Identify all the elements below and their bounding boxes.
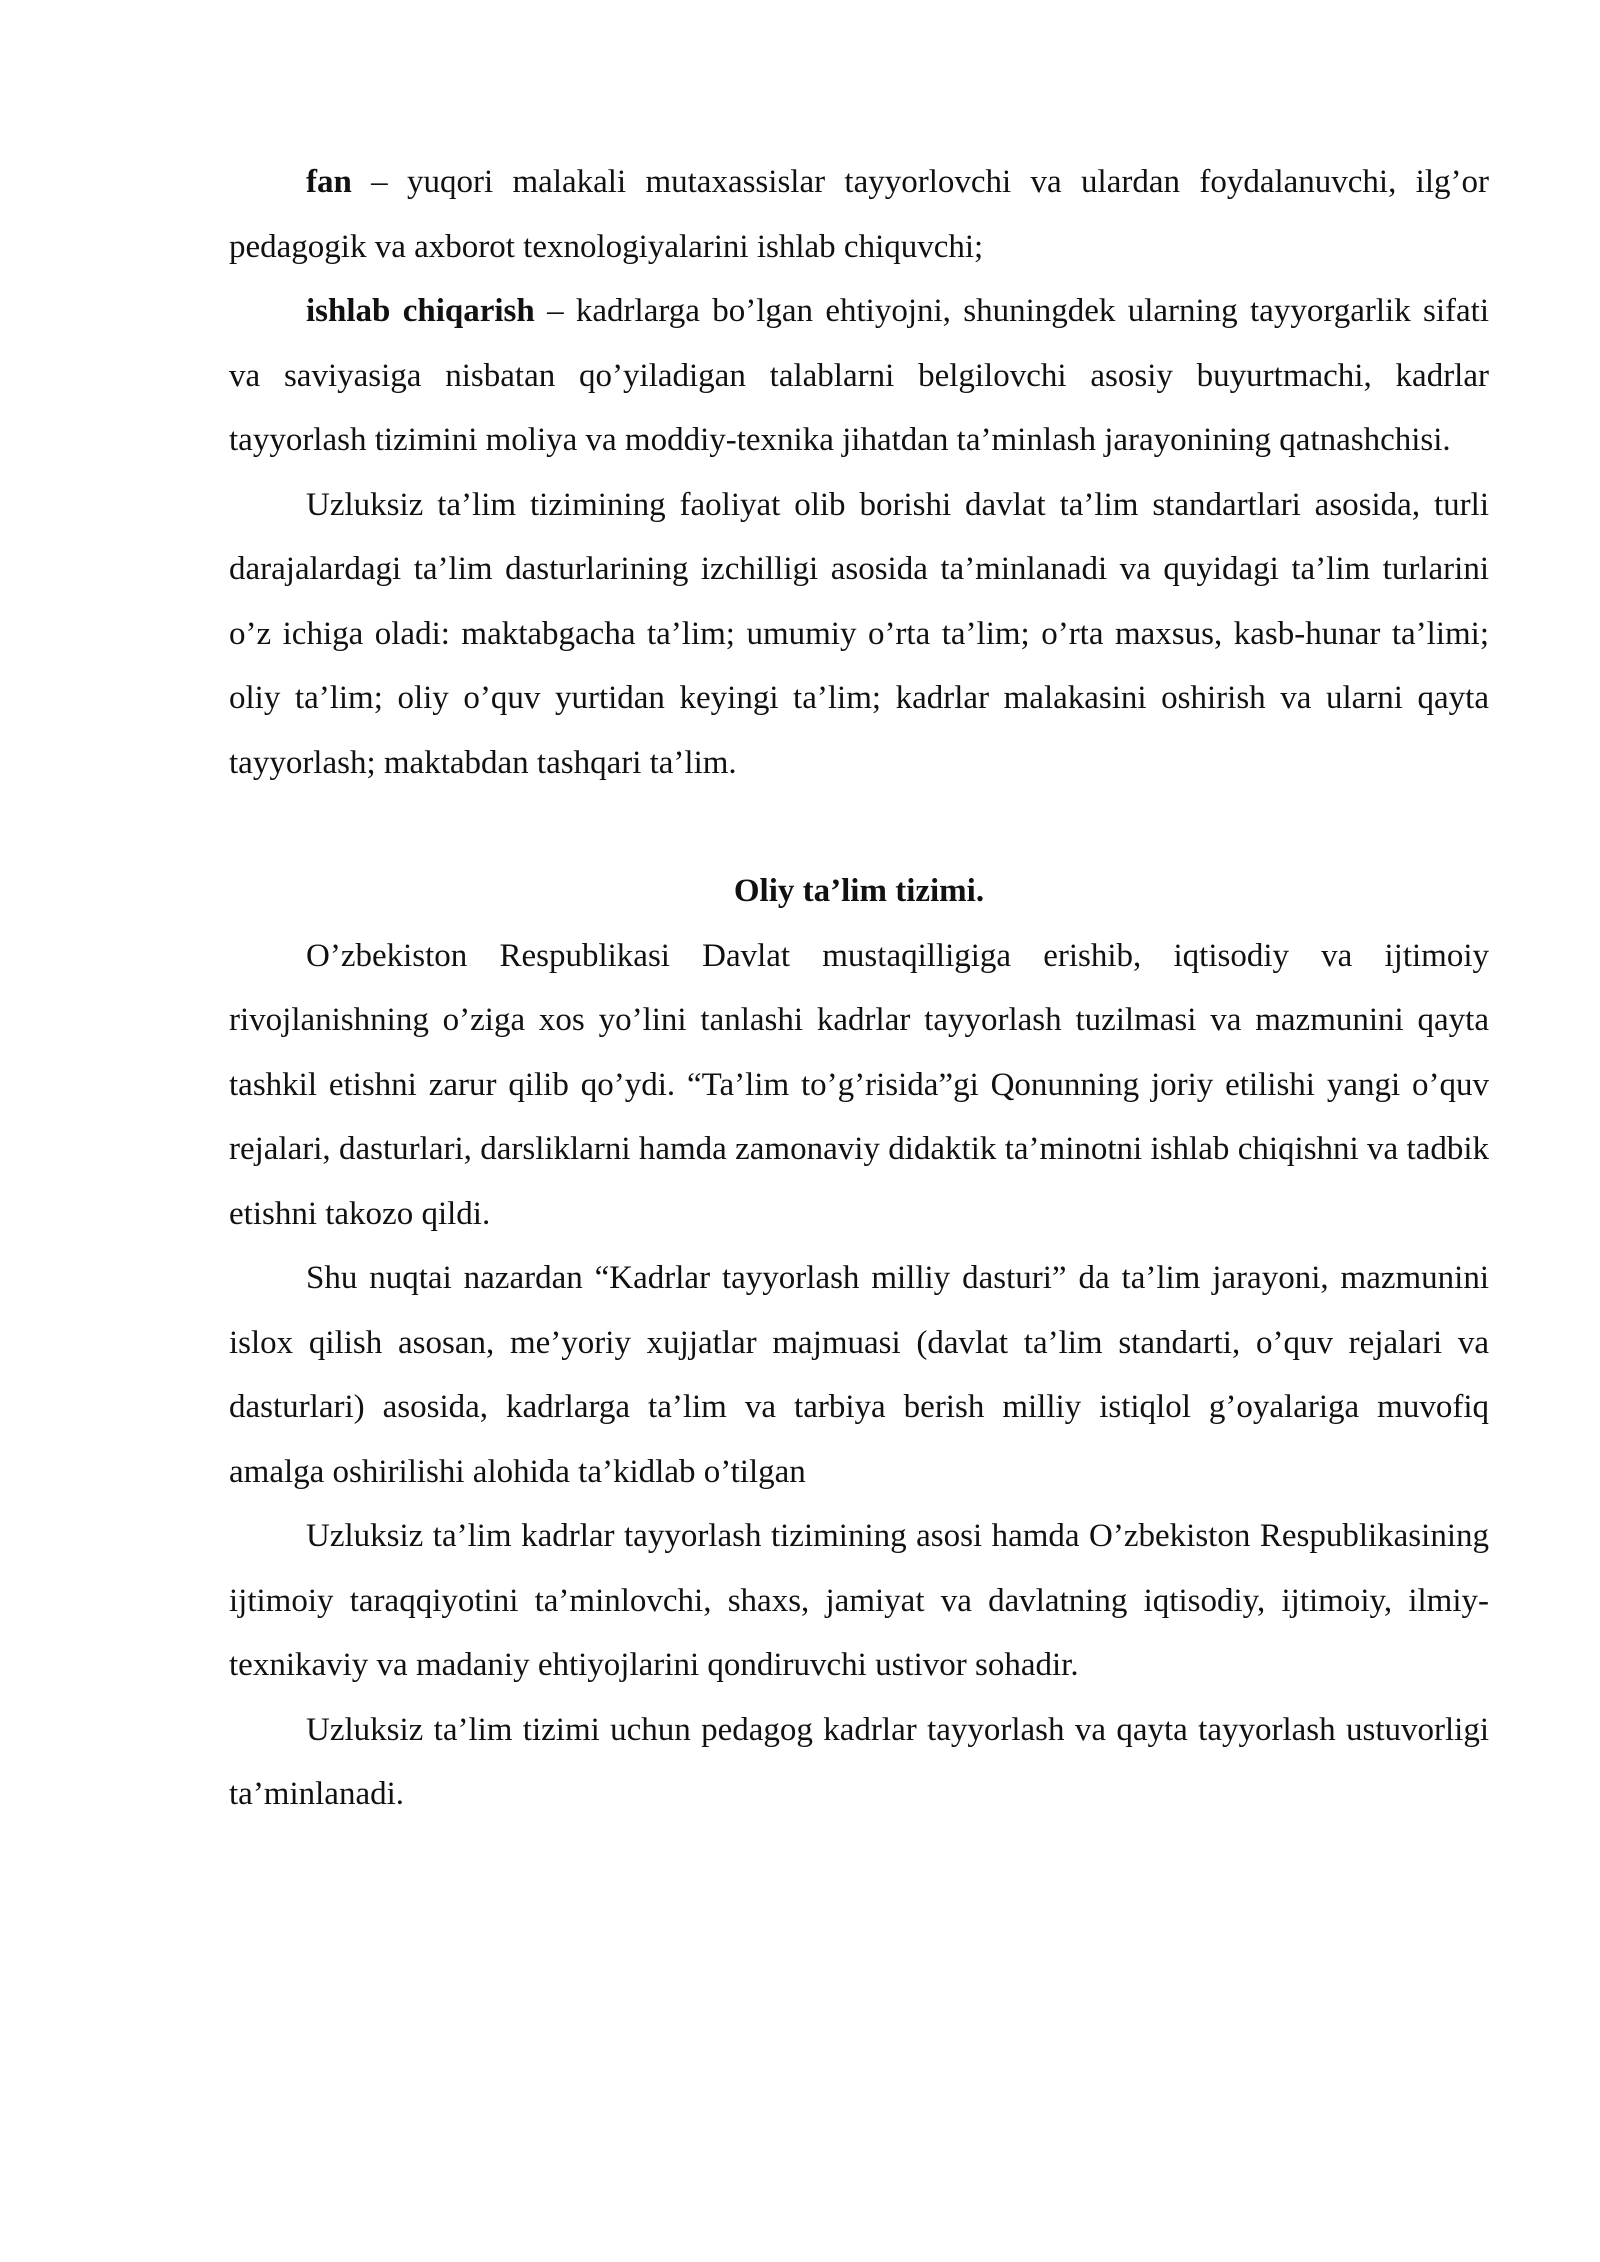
paragraph-uzluksiz-talim-turlari: Uzluksiz ta’lim tizimining faoliyat olib borishi davlat ta’lim standartlari asosida, turli darajalardagi ta’lim dasturlarining izchilligi asosida ta’minlanadi va quyidagi ta’lim turlarini o’z ichiga oladi: maktabgacha ta’lim; umumiy o’rta ta’lim; o’rta maxsus, kasb-hunar ta’limi; oliy ta’lim; oliy o’quv yurtidan keyingi ta’lim; kadrlar malakasini oshirish va ularni qayta tayyorlash; maktabdan tashqari ta’lim. <box>229 486 1489 781</box>
definition-fan: – yuqori malakali mutaxassislar tayyorlovchi va ulardan foydalanuvchi, ilg’or pedagogik va axborot texnologiyalarini ishlab chiquvchi; <box>229 164 1489 265</box>
paragraph-mustaqillik: O’zbekiston Respublikasi Davlat mustaqilligiga erishib, iqtisodiy va ijtimoiy rivojlanishning o’ziga xos yo’lini tanlashi kadrlar tayyorlash tuzilmasi va mazmunini qayta tashkil etishni zarur qilib qo’ydi. “Ta’lim to’g’risida”gi Qonunning joriy etilishi yangi o’quv rejalari, dasturlari, darsliklarni hamda zamonaviy didaktik ta’minotni ishlab chiqishni va tadbik etishni takozo qildi. <box>229 937 1489 1232</box>
section-heading: Oliy ta’lim tizimi. <box>733 873 985 909</box>
document-page <box>229 150 1489 1827</box>
paragraph-pedagog-kadrlar: Uzluksiz ta’lim tizimi uchun pedagog kadrlar tayyorlash va qayta tayyorlash ustuvorligi ta’minlanadi. <box>229 1711 1489 1812</box>
paragraph-ishlab-chiqarish-definition <box>229 279 1489 473</box>
term-ishlab-chiqarish: ishlab chiqarish <box>306 293 535 329</box>
paragraph-fan-definition <box>229 150 1489 279</box>
term-fan: fan <box>306 164 352 200</box>
paragraph-uzluksiz-talim-asosi: Uzluksiz ta’lim kadrlar tayyorlash tizimining asosi hamda O’zbekiston Respublikasining ijtimoiy taraqqiyotini ta’minlovchi, shaxs, jamiyat va davlatning iqtisodiy, ijtimoiy, ilmiy-texnikaviy va madaniy ehtiyojlarini qondiruvchi ustivor sohadir. <box>229 1518 1489 1683</box>
paragraph-milliy-dastur: Shu nuqtai nazardan “Kadrlar tayyorlash milliy dasturi” da ta’lim jarayoni, mazmunini islox qilish asosan, me’yoriy xujjatlar majmuasi (davlat ta’lim standarti, o’quv rejalari va dasturlari) asosida, kadrlarga ta’lim va tarbiya berish milliy istiqlol g’oyalariga muvofiq amalga oshirilishi alohida ta’kidlab o’tilgan <box>229 1260 1489 1490</box>
definition-ishlab-chiqarish: – kadrlarga bo’lgan ehtiyojni, shuningdek ularning tayyorgarlik sifati va saviyasiga nisbatan qo’yiladigan talablarni belgilovchi asosiy buyurtmachi, kadrlar tayyorlash tizimini moliya va moddiy-texnika jihatdan ta’minlash jarayonining qatnashchisi. <box>229 293 1489 458</box>
